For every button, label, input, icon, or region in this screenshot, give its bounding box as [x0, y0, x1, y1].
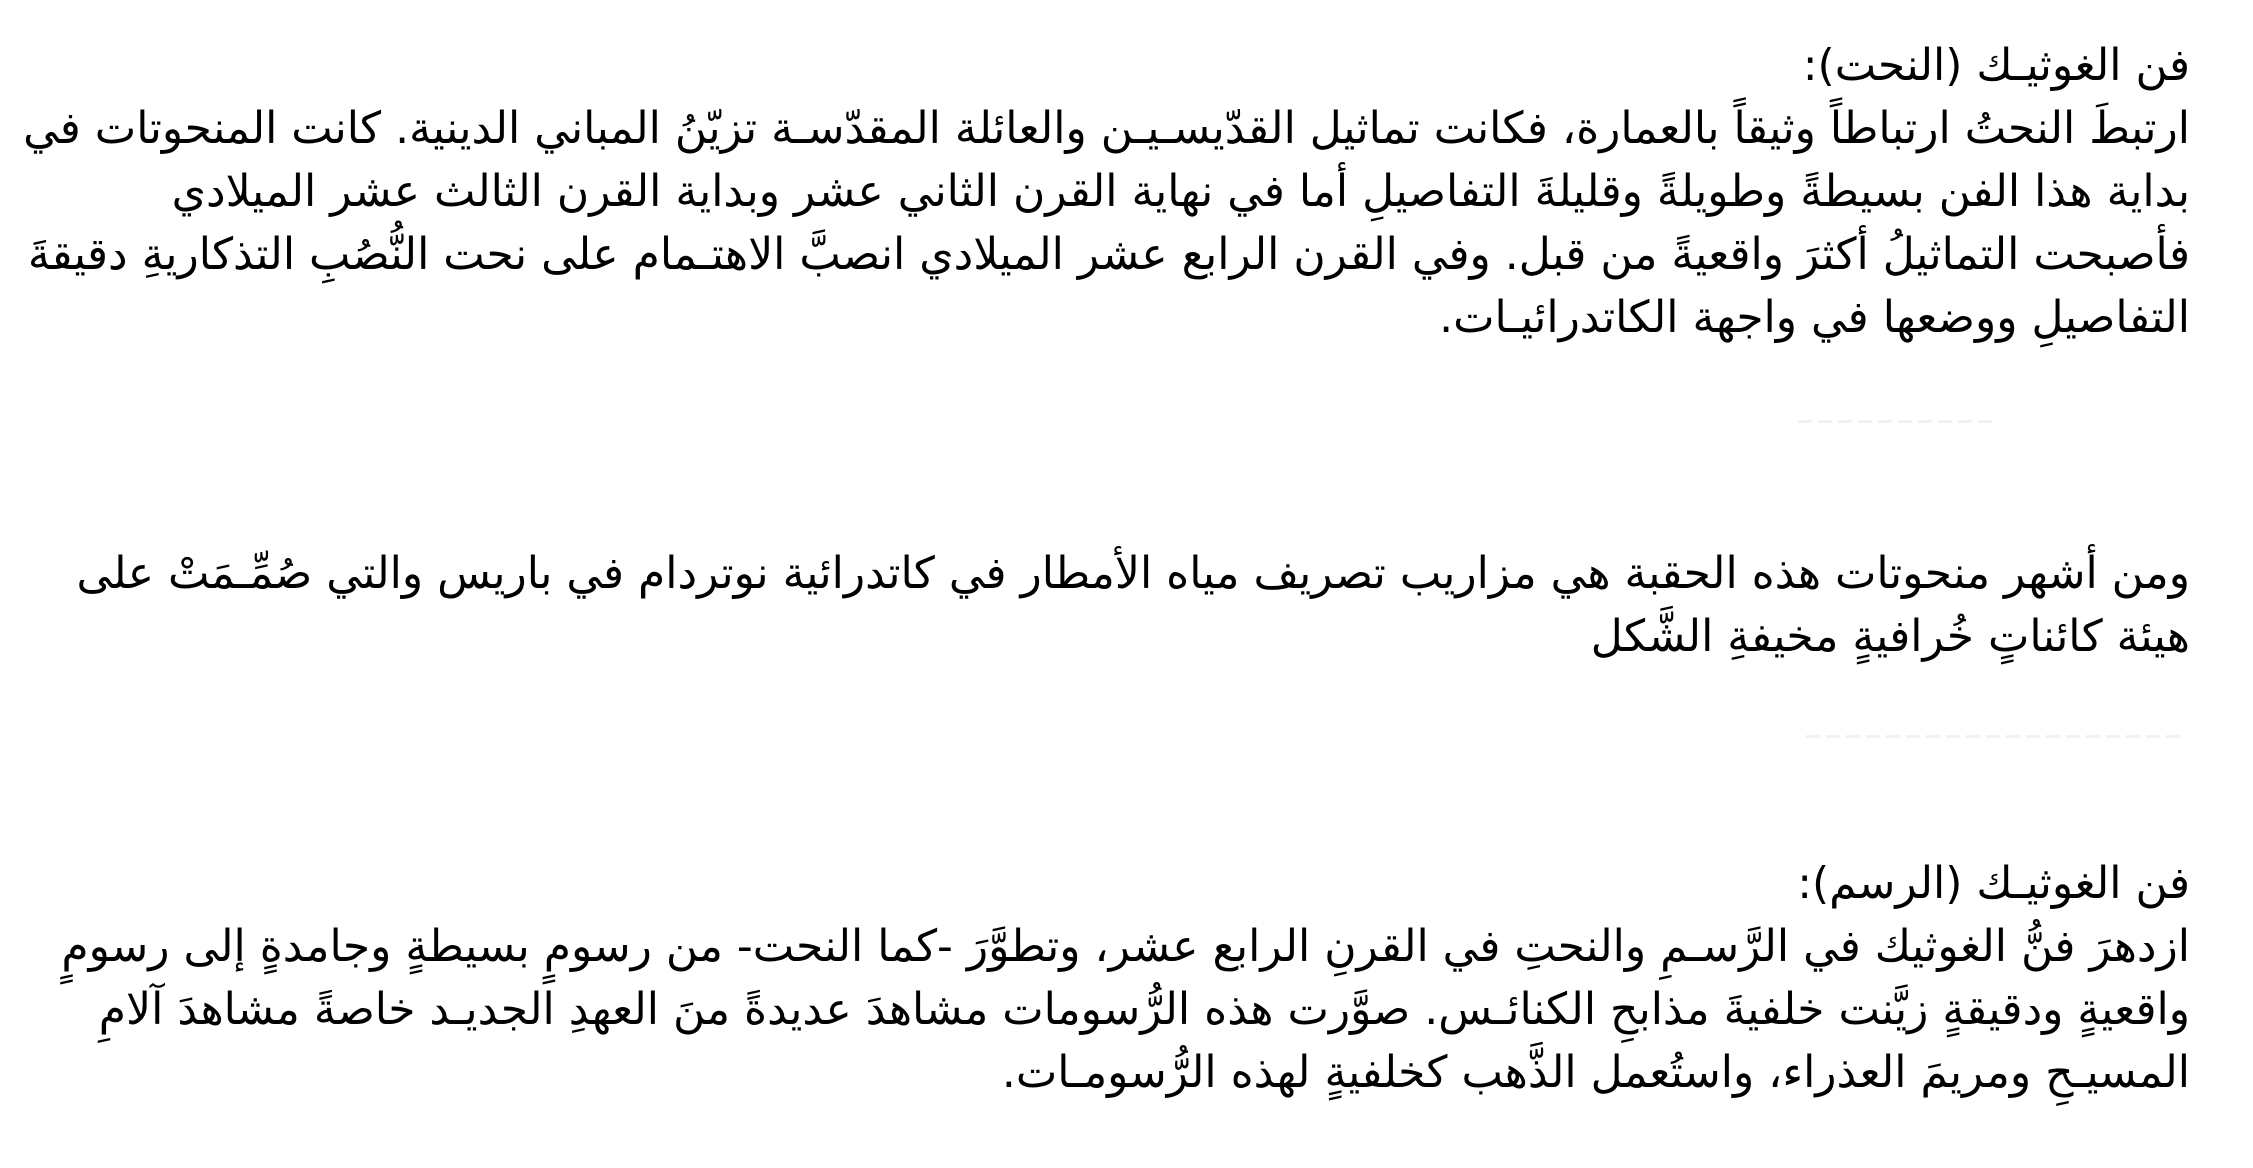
section-gothic-painting — [15, 852, 2190, 1104]
section-heading-painting: فن الغوثيـك (الرسم): — [1797, 858, 2190, 909]
paragraph-gargoyles: ومن أشهر منحوتات هذه الحقبة هي مزاريب تصريف مياه الأمطار في كاتدرائية نوتردام في باريس والتي صُمِّـمَتْ على هيئة كائناتٍ خُرافيةٍ مخيفةِ الشَّكل — [76, 548, 2190, 662]
faint-divider — [1800, 735, 2180, 738]
paragraph-painting: ازدهرَ فنُّ الغوثيك في الرَّسـمِ والنحتِ في القرنِ الرابع عشر، وتطوَّرَ -كما النحت- من رسومٍ بسيطةٍ وجامدةٍ إلى رسومٍ واقعيةٍ ودقيقةٍ زيَّنت خلفيةَ مذابحِ الكنائـس. صوَّرت هذه الرُّسومات مشاهدَ عديدةً منَ العهدِ الجديـد خاصةً مشاهدَ آلامِ المسيـحِ ومريمَ العذراء، واستُعمل الذَّهب كخلفيةٍ لهذه الرُّسومـات. — [61, 921, 2190, 1098]
paragraph-sculpture: ارتبطَ النحتُ ارتباطاً وثيقاً بالعمارة، فكانت تماثيل القدّيسـيـن والعائلة المقدّسـة تزيّنُ المباني الدينية. كانت المنحوتات في بداية هذا الفن بسيطةً وطويلةً وقليلةَ التفاصيلِ أما في نهاية القرن الثاني عشر وبداية القرن الثالث عشر الميلادي فأصبحت التماثيلُ أكثرَ واقعيةً من قبل. وفي القرن الرابع عشر الميلادي انصبَّ الاهتـمام على نحت النُّصُبِ التذكاريةِ دقيقةَ التفاصيلِ ووضعها في واجهة الكاتدرائيـات. — [23, 103, 2190, 343]
section-heading-sculpture: فن الغوثيـك (النحت): — [1802, 40, 2190, 91]
faint-divider — [1792, 420, 1992, 423]
section-gargoyles — [15, 542, 2190, 668]
section-gothic-sculpture — [15, 34, 2190, 349]
